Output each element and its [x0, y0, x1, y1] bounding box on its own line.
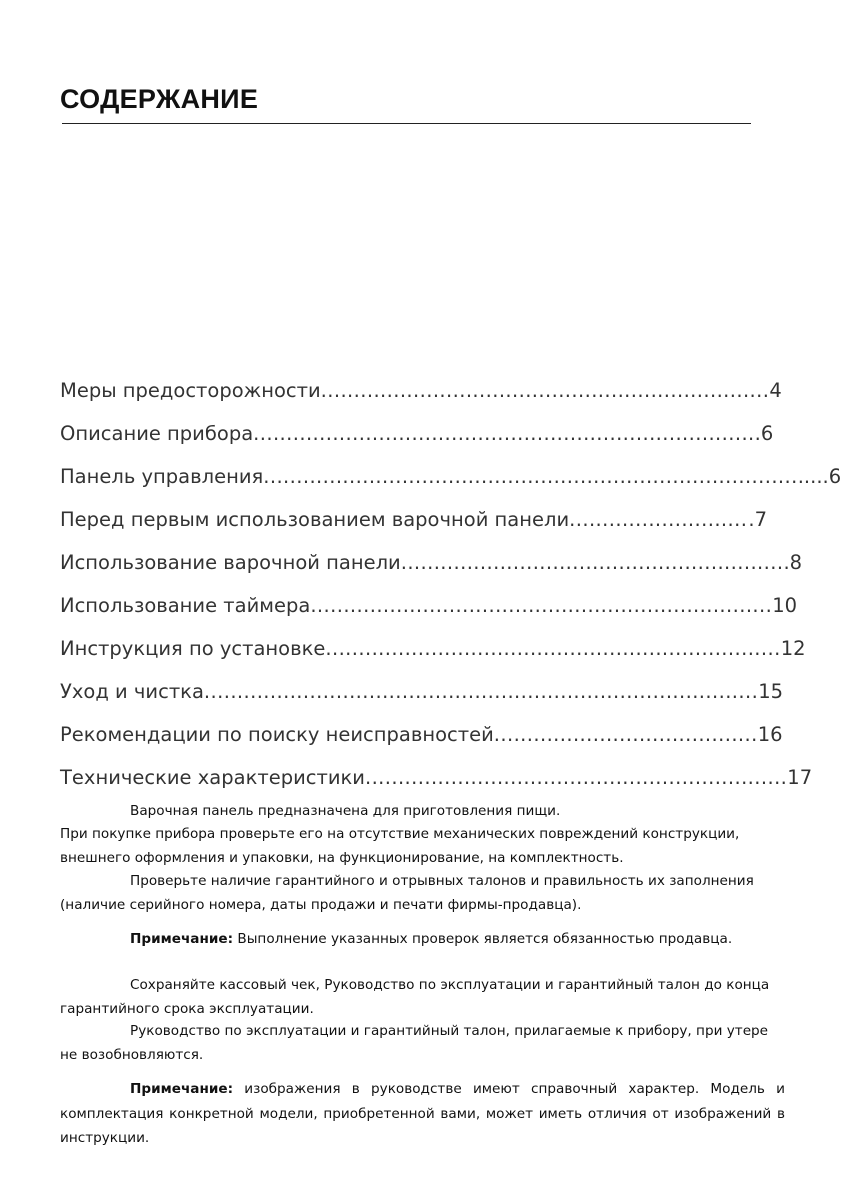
toc-entry[interactable]: [60, 501, 767, 531]
toc-page-number: .8: [783, 551, 803, 574]
intro-paragraph: Варочная панель предназначена для приготовления пищи.: [130, 803, 561, 819]
toc-entry[interactable]: [60, 544, 803, 574]
toc-page-number: 16: [757, 723, 783, 746]
toc-entry-label: Панель управления: [60, 465, 264, 488]
receipt-paragraph: Сохраняйте кассовый чек, Руководство по эксплуатации и гарантийный талон до конца гарантийного срока эксплуатации.: [60, 977, 770, 1017]
toc-page-number: 15: [758, 680, 784, 703]
toc-leader-dots: ......................................................................: [310, 594, 773, 617]
toc-entry-label: Инструкция по установке: [60, 637, 326, 660]
toc-entry[interactable]: [60, 716, 783, 746]
toc-leader-dots: ............................................................................: [253, 422, 755, 445]
toc-entry[interactable]: [60, 458, 841, 488]
toc-entry-label: Использование варочной панели: [60, 551, 401, 574]
toc-entry-label: Перед первым использованием варочной панели: [60, 508, 570, 531]
toc-entry-label: Технические характеристики: [60, 766, 365, 789]
note-text: изображения в руководстве имеют справочный характер. Модель и комплектация конкретной модели, приобретенной вами, может иметь отличия от изображений в инструкции.: [60, 1081, 785, 1146]
toc-entry-label: Описание прибора: [60, 422, 254, 445]
toc-entry[interactable]: [60, 587, 798, 617]
toc-leader-dots: .................................................................................: [263, 465, 798, 488]
toc-leader-dots: ................................................................: [364, 766, 788, 789]
toc-leader-dots: ....................................................................: [320, 379, 770, 402]
toc-page-number: .....6: [797, 465, 841, 488]
toc-leader-dots: .....................................................................: [325, 637, 781, 660]
toc-entry[interactable]: [60, 673, 784, 703]
toc-entry-label: Уход и чистка: [60, 680, 204, 703]
manual-loss-paragraph: Руководство по эксплуатации и гарантийный талон, прилагаемые к прибору, при утере не возобновляются.: [60, 1023, 769, 1063]
toc-page-number: 10: [772, 594, 798, 617]
toc-entry-label: Рекомендации по поиску неисправностей: [60, 723, 494, 746]
toc-entry[interactable]: [60, 630, 806, 660]
note-seller-paragraph: [60, 928, 785, 952]
toc-page-number: 12: [780, 637, 806, 660]
note-label: Примечание:: [130, 931, 234, 947]
note-images-paragraph: [60, 1077, 785, 1151]
toc-page-number: .6: [754, 422, 774, 445]
toc-leader-dots: ..........................................................: [400, 551, 784, 574]
toc-leader-dots: ........................................: [493, 723, 758, 746]
note-label: Примечание:: [130, 1081, 234, 1097]
toc-leader-dots: ....................................................................................: [203, 680, 759, 703]
toc-entry-label: Меры предосторожности: [60, 379, 321, 402]
inspection-paragraph: При покупке прибора проверьте его на отсутствие механических повреждений конструкции, внешнего оформления и упаковки, на функционирование, на комплектность.: [60, 826, 740, 866]
note-text: Выполнение указанных проверок является обязанностью продавца.: [233, 931, 733, 947]
warranty-check-paragraph: Проверьте наличие гарантийного и отрывных талонов и правильность их заполнения (наличие серийного номера, даты продажи и печати фирмы-продавца).: [60, 873, 754, 913]
toc-entry[interactable]: [60, 415, 774, 445]
toc-page-number: .7: [748, 508, 767, 531]
toc-page-number: 17: [787, 766, 813, 789]
page-title: СОДЕРЖАНИЕ: [60, 84, 259, 114]
title-divider: [62, 123, 751, 124]
toc-entry[interactable]: [60, 759, 813, 789]
toc-leader-dots: ...........................: [569, 508, 748, 531]
toc-entry[interactable]: [60, 372, 782, 402]
toc-entry-label: Использование таймера: [60, 594, 311, 617]
toc-page-number: 4: [769, 379, 782, 402]
